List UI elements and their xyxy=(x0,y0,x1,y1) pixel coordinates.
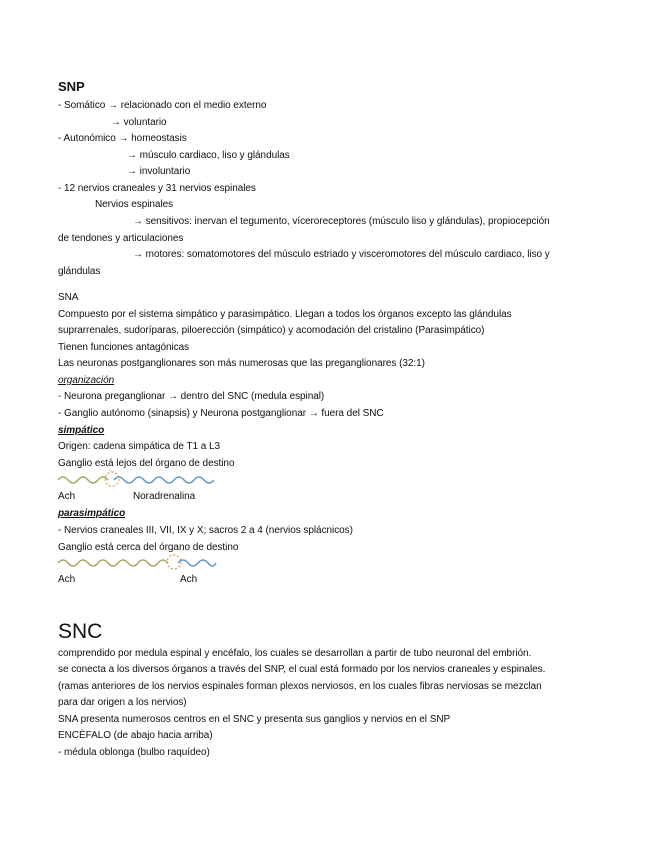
sna-para-line-1: Compuesto por el sistema simpático y parasimpático. Llegan a todos los órganos excepto las glándulas xyxy=(58,309,512,320)
snp-line-glandulas: glándulas xyxy=(58,266,101,277)
parasimpatico-nervios: - Nervios craneales III, VII, IX y X; sacros 2 a 4 (nervios splácnicos) xyxy=(58,525,353,536)
snp-line-involuntario: → involuntario xyxy=(127,166,191,177)
snp-heading: SNP xyxy=(58,79,85,94)
snc-line-7: - médula oblonga (bulbo raquídeo) xyxy=(58,747,210,758)
snp-line-nervios-espinales: Nervios espinales xyxy=(95,199,174,210)
simpatico-origen: Origen: cadena simpática de T1 a L3 xyxy=(58,441,221,452)
snp-line-sensitivos: → sensitivos: inervan el tegumento, víceroreceptores (músculo liso y glándulas), propiocepción xyxy=(133,216,550,227)
sna-para-line-4: Las neuronas postganglionares son más numerosas que las preganglionares (32:1) xyxy=(58,358,425,369)
organizacion-heading: organización xyxy=(58,375,115,386)
snp-line-tendones: de tendones y articulaciones xyxy=(58,233,184,244)
snp-line-motores: → motores: somatomotores del músculo estriado y visceromotores del músculo cardiaco, liso y xyxy=(133,249,550,260)
preganglionic-fiber xyxy=(58,477,108,483)
simpatico-ganglio: Ganglio está lejos del órgano de destino xyxy=(58,458,235,469)
sna-heading: SNA xyxy=(58,292,79,303)
simpatico-fiber-diagram xyxy=(56,470,221,490)
organizacion-line-1: - Neurona preganglionar → dentro del SNC (medula espinal) xyxy=(58,391,325,402)
parasimpatico-heading: parasimpático xyxy=(58,508,126,519)
parasimpatico-fiber-diagram xyxy=(56,553,221,573)
preganglionic-fiber xyxy=(58,560,168,566)
snc-line-2: se conecta a los diversos órganos a través del SNP, el cual está formado por los nervios craneales y espinales. xyxy=(58,664,546,675)
snp-line-nervios: - 12 nervios craneales y 31 nervios espinales xyxy=(58,183,256,194)
organizacion-line-2: - Ganglio autónomo (sinapsis) y Neurona postganglionar → fuera del SNC xyxy=(58,408,384,419)
snc-line-3: (ramas anteriores de los nervios espinales forman plexos nerviosos, en los cuales fibras nerviosas se mezclan xyxy=(58,681,542,692)
simpatico-heading: simpático xyxy=(58,425,105,436)
snc-line-6: ENCÈFALO (de abajo hacia arriba) xyxy=(58,730,213,741)
postganglionic-fiber xyxy=(114,477,214,483)
simpatico-label-ach: Ach xyxy=(58,491,76,502)
simpatico-label-noradrenalina: Noradrenalina xyxy=(133,491,196,502)
sna-para-line-2: suprarrenales, sudoríparas, piloerección (simpático) y acomodación del cristalino (Parasimpático) xyxy=(58,325,485,336)
parasimpatico-label-ach-left: Ach xyxy=(58,574,76,585)
snp-line-musculo: → músculo cardiaco, liso y glándulas xyxy=(127,150,290,161)
sna-para-line-3: Tienen funciones antagónicas xyxy=(58,342,190,353)
snp-line-somatico: - Somático → relacionado con el medio externo xyxy=(58,100,267,111)
postganglionic-fiber xyxy=(178,560,216,566)
snc-line-4: para dar origen a los nervios) xyxy=(58,697,187,708)
snp-line-autonomico: - Autonómico → homeostasis xyxy=(58,133,187,144)
parasimpatico-label-ach-right: Ach xyxy=(180,574,198,585)
snp-line-voluntario: → voluntario xyxy=(111,117,167,128)
parasimpatico-ganglio: Ganglio está cerca del órgano de destino xyxy=(58,542,239,553)
snc-line-1: comprendido por medula espinal y encéfalo, los cuales se desarrollan a partir de tubo neuronal del embrión. xyxy=(58,648,532,659)
snc-heading: SNC xyxy=(58,620,103,643)
snc-line-5: SNA presenta numerosos centros en el SNC y presenta sus ganglios y nervios en el SNP xyxy=(58,714,451,725)
